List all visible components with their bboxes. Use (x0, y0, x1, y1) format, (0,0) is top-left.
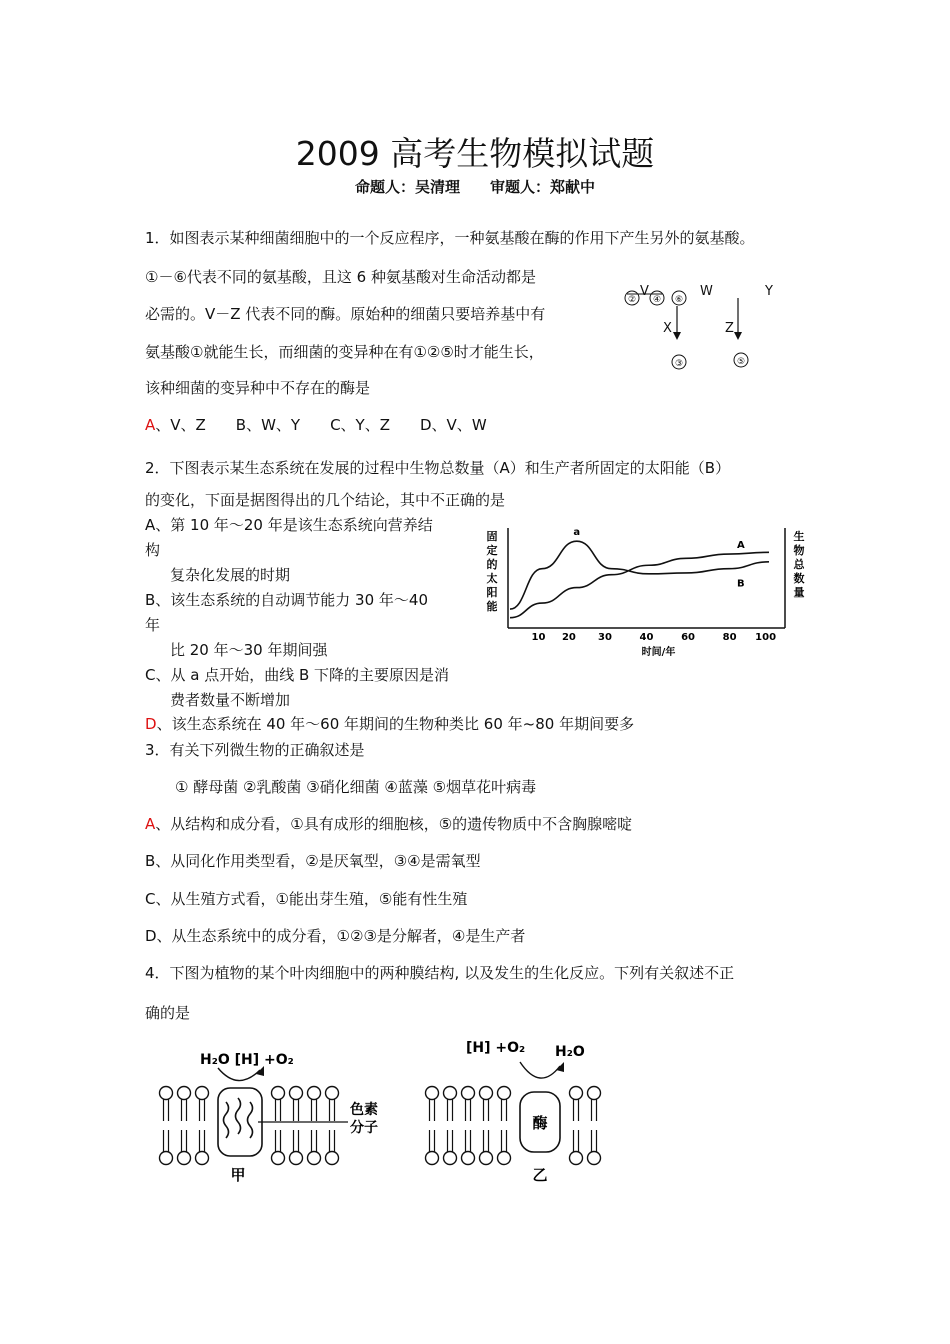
q1-options-text: 、V、Z B、W、Y C、Y、Z D、V、W (155, 416, 487, 434)
diagram-enzyme-y: Y (765, 284, 773, 299)
diagram-num-6: ⑥ (674, 295, 684, 305)
q2-option-b-2: 年 (145, 616, 161, 634)
chart-y-label-right: 生物总数量 (793, 530, 805, 599)
authors-line: 命题人：吴清理 审题人：郑献中 (354, 178, 595, 196)
q1-answer-letter: A (145, 416, 156, 434)
chart-x-tick-label: 60 (681, 632, 696, 643)
q2-option-b-3: 比 20 年～30 年期间强 (170, 641, 328, 659)
q4-stem-2: 确的是 (145, 1004, 191, 1022)
q2-option-d-text: 、该生态系统在 40 年～60 年期间的生物种类比 60 年~80 年期间要多 (156, 715, 635, 733)
chart-series-A (510, 552, 769, 617)
q3-option-a (145, 814, 632, 834)
q2-stem-1: 2．下图表示某生态系统在发展的过程中生物总数量（A）和生产者所固定的太阳能（B） (145, 459, 731, 477)
q3-items: ① 酵母菌 ②乳酸菌 ③硝化细菌 ④蓝藻 ⑤烟草花叶病毒 (175, 778, 537, 796)
diagram-num-3: ③ (674, 359, 684, 369)
q1-line1: ①－⑥代表不同的氨基酸，且这 6 种氨基酸对生命活动都是 (145, 268, 536, 286)
q2-option-c-2: 费者数量不断增加 (170, 691, 291, 709)
chart-x-tick-label: 80 (722, 632, 737, 643)
q3-option-c: C、从生殖方式看，①能出芽生殖，⑤能有性生殖 (145, 890, 468, 908)
q1-stem: 1．如图表示某种细菌细胞中的一个反应程序，一种氨基酸在酶的作用下产生另外的氨基酸。 (145, 229, 755, 247)
label-jia: 甲 (230, 1166, 246, 1184)
q4-membrane-diagram (150, 1030, 620, 1185)
q2-option-d (145, 714, 634, 734)
chart-x-tick-label: 20 (561, 632, 576, 643)
q2-option-b-1: B、该生态系统的自动调节能力 30 年～40 (145, 591, 429, 609)
q1-line3: 氨基酸①就能生长，而细菌的变异种在有①②⑤时才能生长， (145, 343, 544, 361)
diagram-num-4: ④ (652, 295, 662, 305)
q1-options (145, 415, 487, 435)
enzyme-label: 酶 (532, 1114, 548, 1132)
q2-answer-letter: D (145, 715, 157, 733)
right-reaction-label-left: [H] +O₂ (466, 1040, 526, 1056)
q3-answer-letter: A (145, 815, 156, 833)
label-yi: 乙 (532, 1166, 548, 1184)
pigment-label-2: 分子 (350, 1120, 378, 1136)
q2-stem-2: 的变化，下面是据图得出的几个结论，其中不正确的是 (145, 491, 506, 509)
chart-y-label-left: 固定的太阳能 (486, 530, 498, 613)
q3-option-b: B、从同化作用类型看，②是厌氧型，③④是需氧型 (145, 852, 481, 870)
membrane-yi (426, 1087, 601, 1165)
chart-series-label-B: B (736, 578, 745, 590)
q1-line2: 必需的。V－Z 代表不同的酶。原始种的细菌只要培养基中有 (145, 305, 546, 323)
chart-x-axis-label: 时间/年 (641, 647, 676, 658)
diagram-enzyme-v: V (640, 284, 649, 299)
chart-x-tick-label: 40 (639, 632, 654, 643)
q2-option-c-1: C、从 a 点开始，曲线 B 下降的主要原因是消 (145, 666, 450, 684)
chart-series-B (510, 541, 769, 609)
diagram-enzyme-z: Z (725, 321, 734, 336)
q3-stem: 3．有关下列微生物的正确叙述是 (145, 741, 365, 759)
diagram-enzyme-x: X (663, 321, 672, 336)
diagram-num-5: ⑤ (736, 357, 746, 367)
q2-option-a-3: 复杂化发展的时期 (170, 566, 291, 584)
q3-option-d: D、从生态系统中的成分看，①②③是分解者，④是生产者 (145, 927, 526, 945)
pigment-label-1: 色素 (350, 1102, 378, 1118)
diagram-num-2: ② (627, 295, 637, 305)
chart-x-tick-label: 30 (597, 632, 612, 643)
q2-line-chart (480, 518, 815, 666)
right-reaction-label-right: H₂O (555, 1044, 585, 1060)
page-title: 2009 高考生物模拟试题 (295, 134, 655, 173)
chart-peak-label: a (573, 527, 581, 539)
q1-enzyme-diagram (615, 280, 795, 375)
chart-series-label-A: A (736, 540, 745, 552)
q2-option-a-1: A、第 10 年～20 年是该生态系统向营养结 (145, 516, 433, 534)
diagram-enzyme-w: W (700, 284, 713, 299)
q3-option-a-text: 、从结构和成分看，①具有成形的细胞核，⑤的遗传物质中不含胸腺嘧啶 (155, 815, 633, 833)
q1-line4: 该种细菌的变异种中不存在的酶是 (145, 379, 371, 397)
chart-x-tick-label: 10 (531, 632, 546, 643)
left-reaction-label: H₂O [H] +O₂ (200, 1052, 294, 1068)
q4-stem-1: 4．下图为植物的某个叶肉细胞中的两种膜结构, 以及发生的生化反应。下列有关叙述不正 (145, 964, 735, 982)
chart-x-tick-label: 100 (755, 632, 777, 643)
q2-option-a-2: 构 (145, 541, 161, 559)
